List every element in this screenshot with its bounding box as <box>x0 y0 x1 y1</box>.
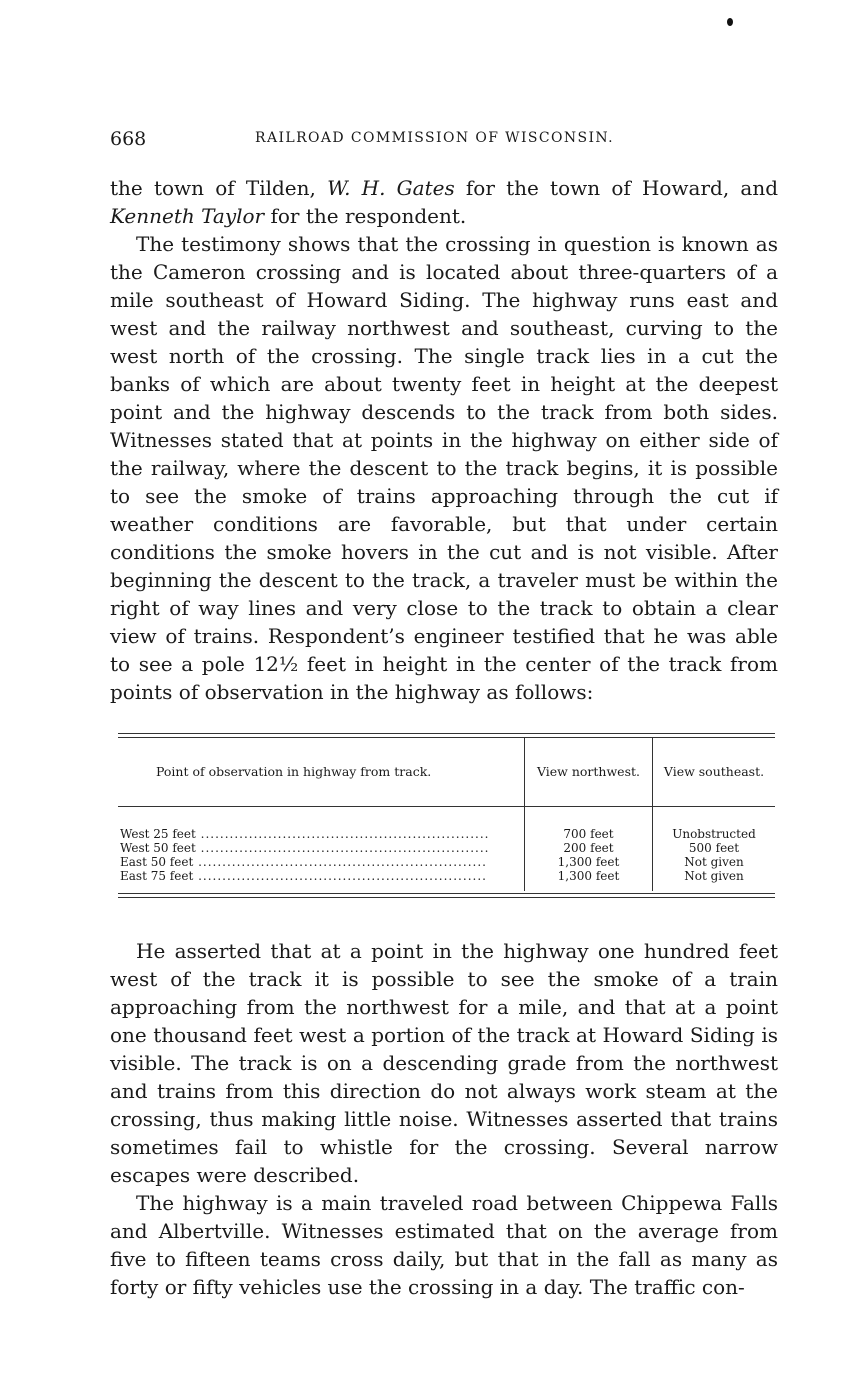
text-segment: The highway is a main traveled road between Chippewa Falls and Albertville. Witnesses estimated that on the average from five to fifteen teams cross daily, but that in the fall as many as forty or fifty vehicles use the crossing in a day. The traffic con- <box>110 1191 778 1299</box>
table-cell-point <box>120 827 524 841</box>
table-cell-northwest: 1,300 feet <box>557 869 620 883</box>
observation-table <box>118 733 775 898</box>
table-column-point <box>118 807 524 891</box>
paragraph <box>110 1189 778 1301</box>
table-cell-southeast: 500 feet <box>688 841 740 855</box>
table-cell-point <box>120 855 524 869</box>
dot-leader: ............................................................ <box>193 855 487 869</box>
body-text-top <box>110 174 778 706</box>
table-cell-southeast: Not given <box>684 869 744 883</box>
cell-text: West 50 feet <box>120 841 196 855</box>
table-column-southeast <box>652 807 775 891</box>
text-segment: He asserted that at a point in the highway one hundred feet west of the track it is possible to see the smoke of a train approaching from the northwest for a mile, and that at a point one thousand feet west a portion of the track at Howard Siding is visible. The track is on a descending grade from the northwest and trains from this direction do not always work steam at the crossing, thus making little noise. Witnesses asserted that trains sometimes fail to whistle for the crossing. Several narrow escapes were described. <box>110 939 778 1187</box>
text-segment: for the town of Howard, and <box>454 176 778 200</box>
paragraph <box>110 937 778 1189</box>
paragraph <box>110 230 778 706</box>
table-bottom-rule <box>118 893 775 898</box>
table-header-point: Point of observation in highway from track. <box>118 738 524 807</box>
ink-speck <box>727 18 733 26</box>
table-cell-southeast: Unobstructed <box>672 827 756 841</box>
page-number: 668 <box>110 128 147 150</box>
text-segment: the town of Tilden, <box>110 176 328 200</box>
paragraph <box>110 174 778 230</box>
page-header <box>110 128 775 156</box>
cell-text: East 75 feet <box>120 869 194 883</box>
table-cell-southeast: Not given <box>684 855 744 869</box>
table-column-northwest <box>524 807 652 891</box>
text-segment: for the respondent. <box>264 204 467 228</box>
table-header-northwest: View northwest. <box>524 738 652 807</box>
italic-name: W. H. Gates <box>327 176 455 200</box>
cell-text: West 25 feet <box>120 827 196 841</box>
table-cell-northwest: 1,300 feet <box>557 855 620 869</box>
running-head: RAILROAD COMMISSION OF WISCONSIN. <box>255 130 615 146</box>
table-cell-point <box>120 841 524 855</box>
body-text-bottom <box>110 937 778 1301</box>
dot-leader: ............................................................ <box>195 827 490 841</box>
cell-text: East 50 feet <box>120 855 194 869</box>
table-header-southeast: View southeast. <box>652 738 775 807</box>
table-cell-northwest: 700 feet <box>563 827 614 841</box>
italic-name: Kenneth Taylor <box>110 204 265 228</box>
text-segment: The testimony shows that the crossing in question is known as the Cameron crossing and is located about three-quarters of a mile southeast of Howard Siding. The highway runs east and west and the railway northwest and southeast, curving to the west north of the crossing. The single track lies in a cut the banks of which are about twenty feet in height at the deepest point and the highway descends to the track from both sides. Witnesses stated that at points in the highway on either side of the railway, where the descent to the track begins, it is possible to see the smoke of trains approaching through the cut if weather conditions are favorable, but that under certain conditions the smoke hovers in the cut and is not visible. After beginning the descent to the track, a traveler must be within the right of way lines and very close to the track to obtain a clear view of trains. Respondent’s engineer testified that he was able to see a pole 12½ feet in height in the center of the track from points of observation in the highway as follows: <box>110 232 778 704</box>
dot-leader: ............................................................ <box>193 869 487 883</box>
table-cell-point <box>120 869 524 883</box>
table-cell-northwest: 200 feet <box>563 841 614 855</box>
dot-leader: ............................................................ <box>195 841 490 855</box>
